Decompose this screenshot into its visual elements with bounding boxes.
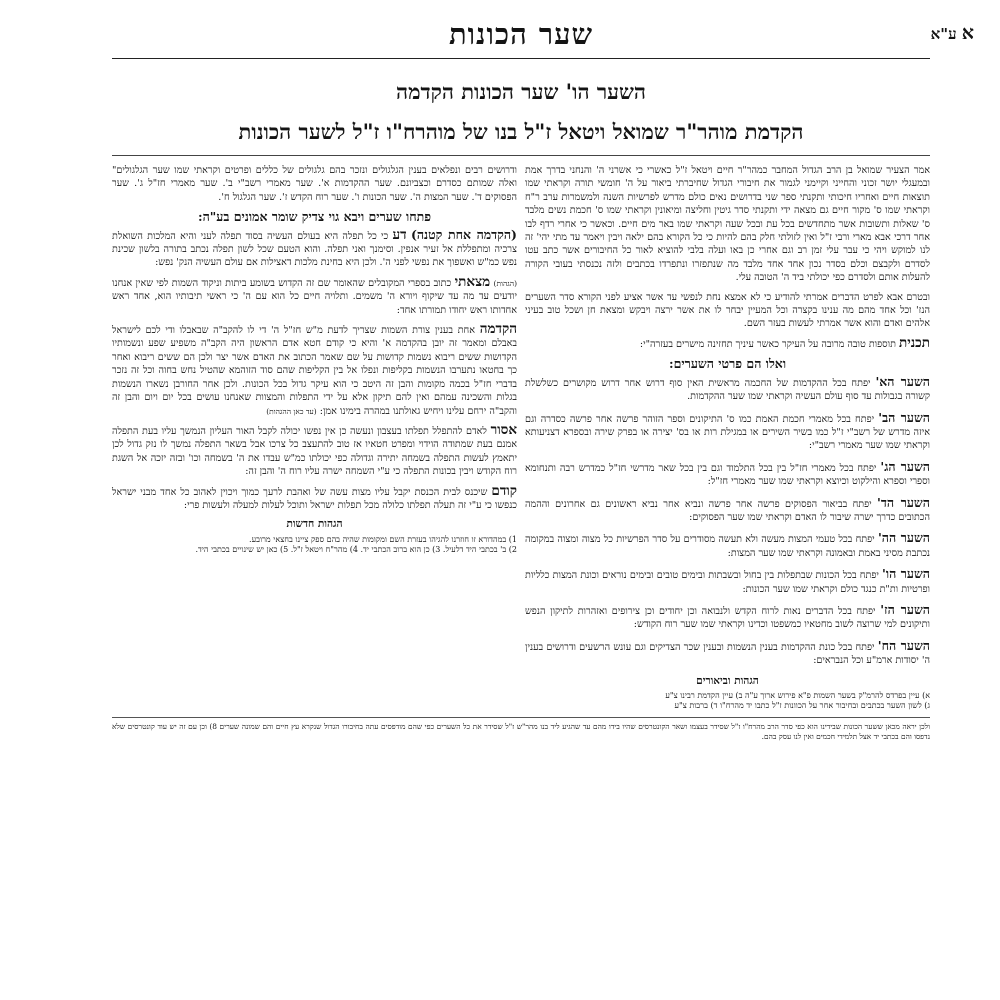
left-note-line: 2) ב' בכתבי היד דלעיל. 3) כן הוא ברוב הכתבי יד. 4) מהר"ח ויטאל ז"ל. 5) כאן יש שינויים בכתבי היד. (195, 544, 517, 554)
asur-text: לאדם להתפלל תפלתו בעצבון ונעשה כן אין נפשו יכולה לקבל האור העליון הנמשך עליו בעת התפלה אמנם בעת שמתודה הוידוי ומפרט חטאיו אז טוב להתעצב כל צרכו אבל בשאר התפלה נמשך לו נזק גדול לכן יתאמץ לעשות התפלה בשמחה יתירה וגדולה כפי יכולתו כמ"ש עבדו את ה' בשמחה וכו' ובזה יזכה אל השגת רוח הקודש ויבין בכונות התפלה כי ע"י השמחה ישרה עליו רוח ה' והבן זה: (112, 425, 517, 478)
mitzvah-paragraph (112, 273, 517, 317)
mitzvah-text: כתוב בספרי המקובלים שהאומר שם זה הקדוש בשומע ביתות וניקוד השמות לפי שאין אנחנו יודעים עד מה עד שיקוף ויורא ה' משמים. ותלויה חיים כל הוא עם ה' כי ראשי תיבותיו הוא, אחד ראש אחדותו ראש יחודו תמורתו אחד: (112, 277, 517, 316)
gate-title-label: השער הז' (880, 601, 930, 617)
short-intro-title: (הקדמה אחת קטנה) (410, 226, 517, 242)
text-columns (112, 164, 930, 711)
right-notes-title: הגהות וביאורים (696, 674, 759, 687)
header-rule (112, 58, 930, 59)
gate-title-label: השער הח' (877, 637, 930, 653)
title-rule (112, 155, 930, 156)
hakdama-paragraph (112, 323, 517, 418)
kodem-text: שיכנס לבית הכנסת יקבל עליו מצות עשה של ואהבת לרעך כמוך ויכוין לאהוב כל אחד מבני ישראל כנפשו כי ע"י זה תעלה תפלתו כלולה מכל תפלות ישראל ותוכל לעלות למעלה ולעשות פרי: (112, 486, 517, 511)
kodem-label: קודם (491, 482, 517, 499)
short-intro-text: כי כל תפלה היא בעולם העשיה בסוד תפלה לעני והיא המלכות השואלת צרכיה ומתפללת אל זעיר אנפין. וסימנך ואני תפלה. והוא הטעם שכל לשון תפלה נכתב בתורה בלשון שכינת נפש כמ"ש ואשפוך את נפשי לפני ה'. ולכן היא בחינת מלכות דאצילות אם עולם העשיה הנק' נפש: (112, 230, 517, 269)
gate-title-label: השער הד' (877, 494, 930, 510)
gate-text: יפתח בכל מאמרי חכמת האמת כמו ס' התיקונים וספר הזוהר פרשה אחר פרשה כסדרה וגם איזה מדרש של רשב"י ז"ל כמו בשיר השירים או במגילת רות או בס' יצירה או בפרק שירה ובספרא דצניעותא וקראתי שמו שער מאמרי רשב"י: (525, 413, 930, 452)
gates-heading: ואלו הם פרטי השערים: (668, 356, 787, 372)
gate-item (525, 603, 930, 632)
right-intro-paragraph: אמר הצעיר שמואל בן הרב הגדול המחבר כמהר"ר חיים ויטאל ז"ל כאשרי כי אשרני ה' והנחני בדרך אמת ובמעגלי יושר זכוני והחייני וקיימני לגמור את חיבורי הגדול שחיברתי ביאור על ה' חומשי תורה וקראתי שמו תוצאות חיים ואחריו חיכותי ותקנתי ספר שני בדרושים נאים כולם מדרש לפרשיות השנה ולמשמרות ערב ר"ח וקראתי שמו ס' מקור חיים גם מצאה ידי ותקנתי סדר גיטין וחליצה ומיאונין וקראתי שמו ס' חכמת נשים מלבד ס' שאלות ותשובות אשר מתחדשים בכל עת ובכל שעה וקראתי שמו באר מים חיים. וכאשר כי אחרי רדף לבו אחר דרכי אבא מארי ורבי ז"ל ואין לזולתי חלק בהם להיות כי כל הקורא בהם ילאה ויבין ויאמר עד מתי יהי' זה לנו למוקש ויהי כי עבר עלי זמן רב וגם אחרי כן באו ועלה בלבי להוציא לאור כל החיבורים אשר כתב עטו לסדרם ולקבצם וכלם בסדר נכון אחד אחד מלבד מה שנתפזרו ונתפרדו בכתבים ולזה נכנסתי בעובי הקורה להעלות אותם ולסדרם כפי יכולתי ביד ה' הטובה עלי. (525, 165, 930, 284)
gate-text: יפתח בכל הדברים נאות לרוח הקדש ולנבואה וכן יחודים וכן צירופים ואזהרות לתיקון הנפש ותיקונים למי שרוצה לשוב מחטאיו כמשפטו וכדינו וקראתי שמו שער רוח הקודש: (525, 605, 930, 631)
gate-title-label: השער הו' (882, 566, 930, 582)
summary-label: תכנית (899, 334, 930, 351)
gate-text: יפתח בכל טעמי המצות מעשה ולא תעשה מסודרים על סדר הפרשיות כל מצוה ומצוה במקומה נכתבת מסיני באמת ובאמונה וקראתי שמו שער המצות: (525, 534, 930, 559)
folio-letter: א (961, 22, 974, 44)
right-notes (525, 675, 930, 711)
gate-text: יפתח בכל הכונות שבתפלות בין בחול ובשבתות ובימים טובים ובימים נוראים וכונת המצות כלליות ופרטיות ות"ת כנגד כולם וקראתי שמו שער הכונות: (525, 570, 930, 595)
gate-title-label: השער הב' (878, 409, 930, 425)
folio-side: ע"א (930, 25, 957, 43)
gate-title-label: השער הה' (877, 530, 930, 546)
footer-rule (112, 717, 930, 718)
book-title: שער הכונות (448, 17, 594, 51)
asur-label: אסור (490, 421, 517, 438)
asur-paragraph (112, 421, 517, 479)
gate-text: יפתח בכל ההקדמות של החכמה מראשית האין סוף דרוש אחר דרוש מקושרים כשלשלת קשורה בגבולות עד סוף עולם העשיה וקראתי שמו שער ההקדמות. (525, 377, 930, 403)
right-note-line: א) עיין בפרדס להרמ"ק בשער השמות פ"א פירוש ארוך ע"ה ב) עיין הקדמת רבינו צ"ע (665, 691, 930, 700)
right-intro-paragraph-2: ובטרם אבא לפרט הדברים אמרתי להודיע כי לא אמצא נחת לנפשי עד אשר אציע לפני הקורא סדר השערים הנז' וכל אחד מהם מה ענינו בקצרה וכל המעיין יבחר לו את אשר ירצה ויבקש ומצאת חן ושכל טוב בעיני אלהים ואדם והוא אשר אמרתי לעשות בעזר השם. (525, 291, 930, 330)
left-notes (112, 518, 517, 554)
gate-text: יפתח בכל כונת ההקדמות בענין הנשמות ובענין שכר הצדיקים וגם עונש הרשעים ודרושים בענין ה' יסודות ארמ"ע וכל הנבראים: (525, 641, 930, 667)
gate-item (525, 460, 930, 489)
left-note-line: 1) במהדורא זו חוזרנו להגיהו בעזרת השם ומקומות שהיה בהם ספק ציינו בחצאי מרובע. (249, 534, 517, 544)
opening-verse: פתחו שערים ויבא גוי צדיק שומר אמונים בע"ה: (197, 209, 432, 225)
summary-paragraph (525, 334, 930, 351)
hakdama-text: אחת בענין צורת השמות שצריך לדעת מ"ש חז"ל ה' די לו להקב"ה שבאבלו ודי לכם לישראל באבלם ומאמר זה יובן בהקדמה א' והיא כי קודם חטא אדם הראשון היה הקב"ה משפיע שפע ונשמותיו הקדושות ששים ריבוא נשמות קדושות על שם שאמר הכתוב את האדם אשר יצר ולכן הם ששים ריבוא ואחר כך בחטאו נתערבו הנשמות בקליפות ונפלו אל בין הקליפות שהם סוד הזוהמא שהטיל נחש בחוה וכל זה נזכר בדברי חז"ל בכמה מקומות והבן זה היטב כי הוא עיקר גדול בכל הכונות. ולכן אחר החורבן נשארו הנשמות בגלות והשכינה עמהם ואין להם תיקון אלא על ידי התפלות והמצוות שאנחנו עושים בכל יום ויום והבן זה והקב"ה ירחם עלינו ויחיש גאולתנו במהרה בימינו אמן: (112, 325, 517, 417)
right-note-line: ג) לשון השער בכתבים ובחיבור אחר על הכוונות ז"ל כתבו יד מהרח"ו ד) ברבות צ"ע (674, 701, 930, 710)
running-head (112, 14, 974, 54)
gate-title-label: השער הג' (880, 458, 930, 474)
gate-text: יפתח בכל מאמרי חז"ל בין בכל התלמוד וגם בין בכל שאר מדרשי חז"ל כמדרש רבה ותנחומא וספרי וספרא והילקוט וכיוצא וקראתי שמו שער מאמרי חז"ל: (525, 462, 930, 488)
intro-title: הקדמת מוהר"ר שמואל ויטאל ז"ל בנו של מוהרח"ו ז"ל לשער הכונות (238, 119, 804, 144)
mitzvah-label: מצאתי (454, 273, 491, 290)
left-notes-title: הגהות חדשות (286, 518, 343, 531)
gate-item (525, 411, 930, 453)
summary-text: תוספות טובה מרובה על העיקר כאשר עיניך תחזינה מישרים בעזרה"י: (639, 338, 896, 350)
gate-item (525, 375, 930, 404)
gate-item (525, 567, 930, 596)
right-column (525, 164, 930, 711)
gate-item (525, 639, 930, 668)
gate-item (525, 496, 930, 525)
gate-title-label: השער הא' (875, 373, 930, 389)
inline-note-1: (הגהות) (493, 278, 517, 288)
short-intro (112, 228, 517, 270)
inline-note-2: (עד כאן ההגהות) (266, 406, 317, 416)
short-intro-lead: דע (392, 226, 407, 243)
kodem-paragraph (112, 482, 517, 513)
folio-number (931, 22, 974, 45)
left-intro-paragraph: ודרושים רבים ונפלאים בענין הגלגולים ונזכר בהם גלגולים של כללים ופרטים וקראתי שמו שער הגלגולים" ואלה שמותם כסדרם וכצביונם. שער ההקדמות א'. שער מאמרי רשב"י ב'. שער מאמרי חז"ל ג'. שער הפסוקים ד'. שער המצות ה'. שער הכונות ו'. שער רוח הקדש ז'. שער הגלגול ח'. (112, 165, 517, 203)
gate-title: השער הו' שער הכונות הקדמה (395, 79, 646, 104)
gate-item (525, 531, 930, 560)
left-column (112, 164, 517, 711)
hakdama-label: הקדמה (479, 321, 517, 338)
gate-text: יפתח בביאור הפסוקים פרשה אחר פרשה ונביא אחר נביא ראשונים גם אחרונים וההמה הכתובים כדרך ישרה שיבור לו האדם וקראתי שמו שער הפסוקים: (525, 498, 930, 523)
footer-text: ולכן יראה מכאן ששער הכונות שבידינו הוא כפי סדר הרב מהרח"ו ז"ל שסידר בעצמו ושאר הקונטרסים שהיו בידו מהם עד שהגיע ליד בנו מהר"ש ז"ל שסידר את כל השערים כפי שהם מודפסים עתה בחיבורו הגדול שנקרא עץ חיים והם שמונה שערים 8) וכן עם זה יש עוד קונטרסים שלא נדפסו והם בכתבי יד אצל תלמידי חכמים ואין לנו עסק בהם. (112, 722, 930, 741)
